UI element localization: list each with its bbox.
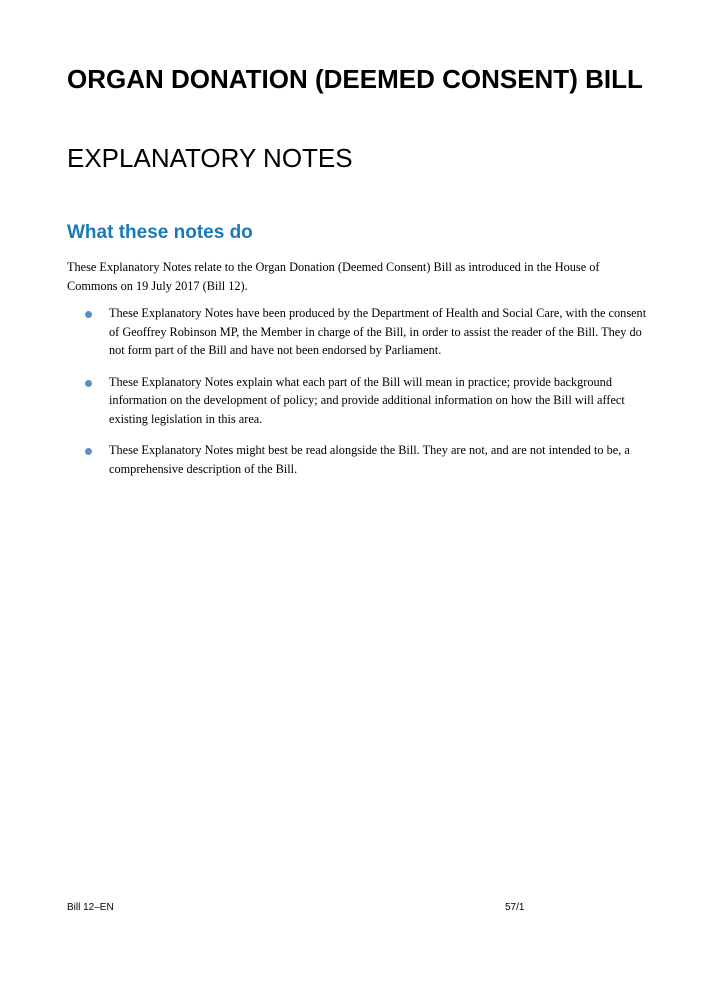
- bullet-dot-icon: [85, 311, 92, 318]
- bullet-item: [85, 441, 647, 478]
- bullet-text: These Explanatory Notes might best be read alongside the Bill. They are not, and are not intended to be, a comprehensive description of the Bill.: [109, 443, 630, 476]
- bullet-text: These Explanatory Notes have been produced by the Department of Health and Social Care, with the consent of Geoffrey Robinson MP, the Member in charge of the Bill, in order to assist the reader of the Bill. They do not form part of the Bill and have not been endorsed by Parliament.: [109, 306, 647, 357]
- bullet-text: These Explanatory Notes explain what each part of the Bill will mean in practice; provide background information on the development of policy; and provide additional information on how the Bill will affect existing legislation in this area.: [109, 374, 625, 426]
- bullet-item: [85, 304, 647, 360]
- document-title: ORGAN DONATION (DEEMED CONSENT) BILL: [67, 64, 643, 94]
- intro-paragraph: These Explanatory Notes relate to the Organ Donation (Deemed Consent) Bill as introduced in the House of Commons on 19 July 2017 (Bill 12).: [67, 260, 600, 293]
- document-subtitle: EXPLANATORY NOTES: [67, 143, 353, 173]
- bullet-dot-icon: [85, 448, 92, 455]
- section-heading: What these notes do: [67, 222, 253, 243]
- bullet-item: [85, 373, 647, 429]
- footer-page-number: 57/1: [505, 902, 525, 913]
- bullet-dot-icon: [85, 380, 92, 387]
- footer-bill-reference: Bill 12–EN: [67, 902, 114, 913]
- bullet-list: [85, 304, 647, 491]
